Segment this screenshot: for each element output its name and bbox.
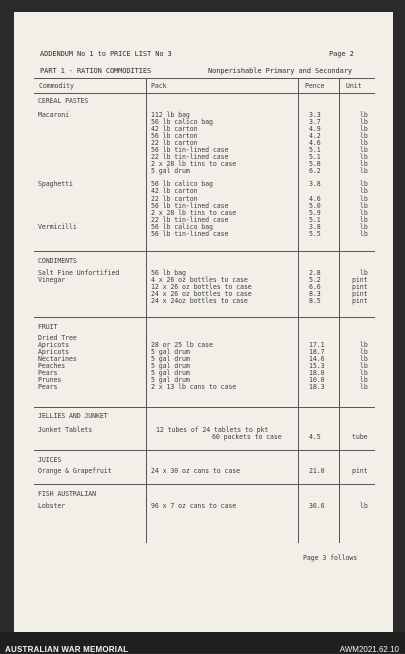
pack-cell: 2 x 13 lb cans to case <box>151 383 237 391</box>
unit-cell: lb <box>360 341 368 349</box>
pack-cell: 4 x 26 oz bottles to case <box>151 276 248 284</box>
pence-cell: 18.3 <box>309 383 325 391</box>
pack-cell: 2 x 28 lb tins to case <box>151 209 237 217</box>
section-heading: JUICES <box>38 456 62 464</box>
addendum-title: ADDENDUM No 1 to PRICE LIST No 3 <box>40 50 172 58</box>
column-header-unit: Unit <box>346 82 362 90</box>
unit-cell: lb <box>360 376 368 384</box>
pack-cell: 24 x 30 oz cans to case <box>151 467 241 475</box>
unit-cell: lb <box>360 202 368 210</box>
pack-cell: 5 gal drum <box>151 355 190 363</box>
pence-cell: 5.0 <box>309 202 321 210</box>
pack-cell: 56 lb calico bag <box>151 223 213 231</box>
pence-cell: 2.8 <box>309 269 321 277</box>
pence-cell: 17.1 <box>309 341 325 349</box>
pence-cell: 6.2 <box>309 167 321 175</box>
unit-cell: lb <box>360 502 368 510</box>
unit-cell: tube <box>352 433 368 441</box>
column-divider <box>146 78 147 543</box>
commodity-cell: Orange & Grapefruit <box>38 467 112 475</box>
unit-cell: pint <box>352 290 368 298</box>
unit-cell: lb <box>360 216 368 224</box>
pence-cell: 36.6 <box>309 502 325 510</box>
commodity-cell: Vermicilli <box>38 223 77 231</box>
commodity-cell: Peaches <box>38 362 66 370</box>
unit-cell: pint <box>352 467 368 475</box>
unit-cell: lb <box>360 146 368 154</box>
commodity-cell: Nectarines <box>38 355 77 363</box>
pack-cell: 2 x 28 lb tins to case <box>151 160 237 168</box>
pence-cell: 21.0 <box>309 467 325 475</box>
section-rule <box>34 251 375 252</box>
pack-cell: 56 lb bag <box>151 269 186 277</box>
pence-cell: 4.6 <box>309 139 321 147</box>
column-header-pence: Pence <box>305 82 325 90</box>
pence-cell: 4.5 <box>309 433 321 441</box>
pack-cell: 42 lb carton <box>151 125 198 133</box>
pence-cell: 18.7 <box>309 348 325 356</box>
pence-cell: 14.6 <box>309 355 325 363</box>
pack-cell: 56 lb carton <box>151 132 198 140</box>
pack-cell: 5 gal drum <box>151 369 190 377</box>
unit-cell: lb <box>360 209 368 217</box>
column-divider <box>298 78 299 543</box>
page-follows-note: Page 3 follows <box>303 554 358 562</box>
pack-cell: 56 lb tin-lined case <box>151 202 229 210</box>
unit-cell: lb <box>360 118 368 126</box>
pack-cell: 12 x 26 oz bottles to case <box>151 283 252 291</box>
pence-cell: 8.5 <box>309 297 321 305</box>
commodity-cell: Prunes <box>38 376 62 384</box>
column-header-pack: Pack <box>151 82 167 90</box>
pence-cell: 4.2 <box>309 132 321 140</box>
commodity-cell: Apricots <box>38 341 69 349</box>
pack-cell: 60 packets to case <box>212 433 282 441</box>
pack-cell: 42 lb carton <box>151 187 198 195</box>
pence-cell: 15.3 <box>309 362 325 370</box>
pence-cell: 6.6 <box>309 283 321 291</box>
section-rule <box>34 450 375 451</box>
unit-cell: lb <box>360 362 368 370</box>
pence-cell: 5.2 <box>309 276 321 284</box>
institution-label: AUSTRALIAN WAR MEMORIAL <box>5 645 129 654</box>
pack-cell: 112 lb bag <box>151 111 190 119</box>
pence-cell: 5.1 <box>309 216 321 224</box>
column-header-commodity: Commodity <box>39 82 74 90</box>
unit-cell: lb <box>360 355 368 363</box>
pack-cell: 28 or 25 lb case <box>151 341 213 349</box>
pence-cell: 3.7 <box>309 118 321 126</box>
pack-cell: 5 gal drum <box>151 348 190 356</box>
pack-cell: 24 x 26 oz bottles to case <box>151 290 252 298</box>
pence-cell: 3.3 <box>309 111 321 119</box>
part-title: PART 1 - RATION COMMODITIES <box>40 67 152 75</box>
unit-cell: lb <box>360 125 368 133</box>
pence-cell: 5.9 <box>309 209 321 217</box>
unit-cell: lb <box>360 180 368 188</box>
section-heading: JELLIES AND JUNKET <box>38 412 108 420</box>
unit-cell: lb <box>360 269 368 277</box>
unit-cell: pint <box>352 276 368 284</box>
unit-cell: pint <box>352 283 368 291</box>
commodity-cell: Macaroni <box>38 111 69 119</box>
pack-cell: 5 gal drum <box>151 362 190 370</box>
unit-cell: lb <box>360 167 368 175</box>
section-rule <box>34 484 375 485</box>
pence-cell: 5.5 <box>309 230 321 238</box>
unit-cell: lb <box>360 230 368 238</box>
pence-cell: 4.9 <box>309 125 321 133</box>
pack-cell: 5 gal drum <box>151 167 190 175</box>
commodity-cell: Pears <box>38 369 58 377</box>
section-heading: CEREAL PASTES <box>38 97 89 105</box>
pack-cell: 22 lb tin-lined case <box>151 216 229 224</box>
pack-cell: 22 lb carton <box>151 195 198 203</box>
commodity-cell: Lobster <box>38 502 66 510</box>
pack-cell: 96 x 7 oz cans to case <box>151 502 237 510</box>
commodity-cell: Junket Tablets <box>38 426 93 434</box>
unit-cell: lb <box>360 111 368 119</box>
pack-cell: 5 gal drum <box>151 376 190 384</box>
column-divider <box>339 78 340 543</box>
pack-cell: 22 lb carton <box>151 139 198 147</box>
section-heading: FISH AUSTRALIAN <box>38 490 97 498</box>
unit-cell: lb <box>360 369 368 377</box>
section-rule <box>34 317 375 318</box>
unit-cell: lb <box>360 187 368 195</box>
pence-cell: 5.1 <box>309 153 321 161</box>
pack-cell: 56 lb tin-lined case <box>151 230 229 238</box>
unit-cell: lb <box>360 195 368 203</box>
pack-cell: 12 tubes of 24 tablets to pkt <box>156 426 269 434</box>
pack-cell: 56 lb calico bag <box>151 118 213 126</box>
pack-cell: 56 lb tin-lined case <box>151 146 229 154</box>
pence-cell: 8.3 <box>309 290 321 298</box>
accession-number: AWM2021.62.10 <box>339 645 399 654</box>
unit-cell: lb <box>360 383 368 391</box>
commodity-cell: Spaghetti <box>38 180 73 188</box>
pence-cell: 18.0 <box>309 369 325 377</box>
unit-cell: lb <box>360 348 368 356</box>
pence-cell: 5.8 <box>309 160 321 168</box>
pence-cell: 3.8 <box>309 180 321 188</box>
section-heading: FRUIT <box>38 323 58 331</box>
section-heading: CONDIMENTS <box>38 257 77 265</box>
commodity-cell: Dried Tree <box>38 334 77 342</box>
document-page <box>14 12 393 632</box>
category-title: Nonperishable Primary and Secondary <box>208 67 353 75</box>
unit-cell: lb <box>360 132 368 140</box>
unit-cell: lb <box>360 223 368 231</box>
commodity-cell: Apricots <box>38 348 69 356</box>
pack-cell: 24 x 24oz bottles to case <box>151 297 248 305</box>
pack-cell: 22 lb tin-lined case <box>151 153 229 161</box>
pence-cell: 4.6 <box>309 195 321 203</box>
unit-cell: pint <box>352 297 368 305</box>
unit-cell: lb <box>360 139 368 147</box>
pack-cell: 56 lb calico bag <box>151 180 213 188</box>
unit-cell: lb <box>360 153 368 161</box>
unit-cell: lb <box>360 160 368 168</box>
commodity-cell: Salt Fine Unfortified <box>38 269 120 277</box>
table-top-rule <box>34 78 375 79</box>
commodity-cell: Pears <box>38 383 58 391</box>
pence-cell: 10.0 <box>309 376 325 384</box>
pence-cell: 5.1 <box>309 146 321 154</box>
pence-cell: 3.8 <box>309 223 321 231</box>
section-rule <box>34 407 375 408</box>
page-number: Page 2 <box>329 50 354 58</box>
table-header-rule <box>34 93 375 94</box>
commodity-cell: Vinegar <box>38 276 66 284</box>
